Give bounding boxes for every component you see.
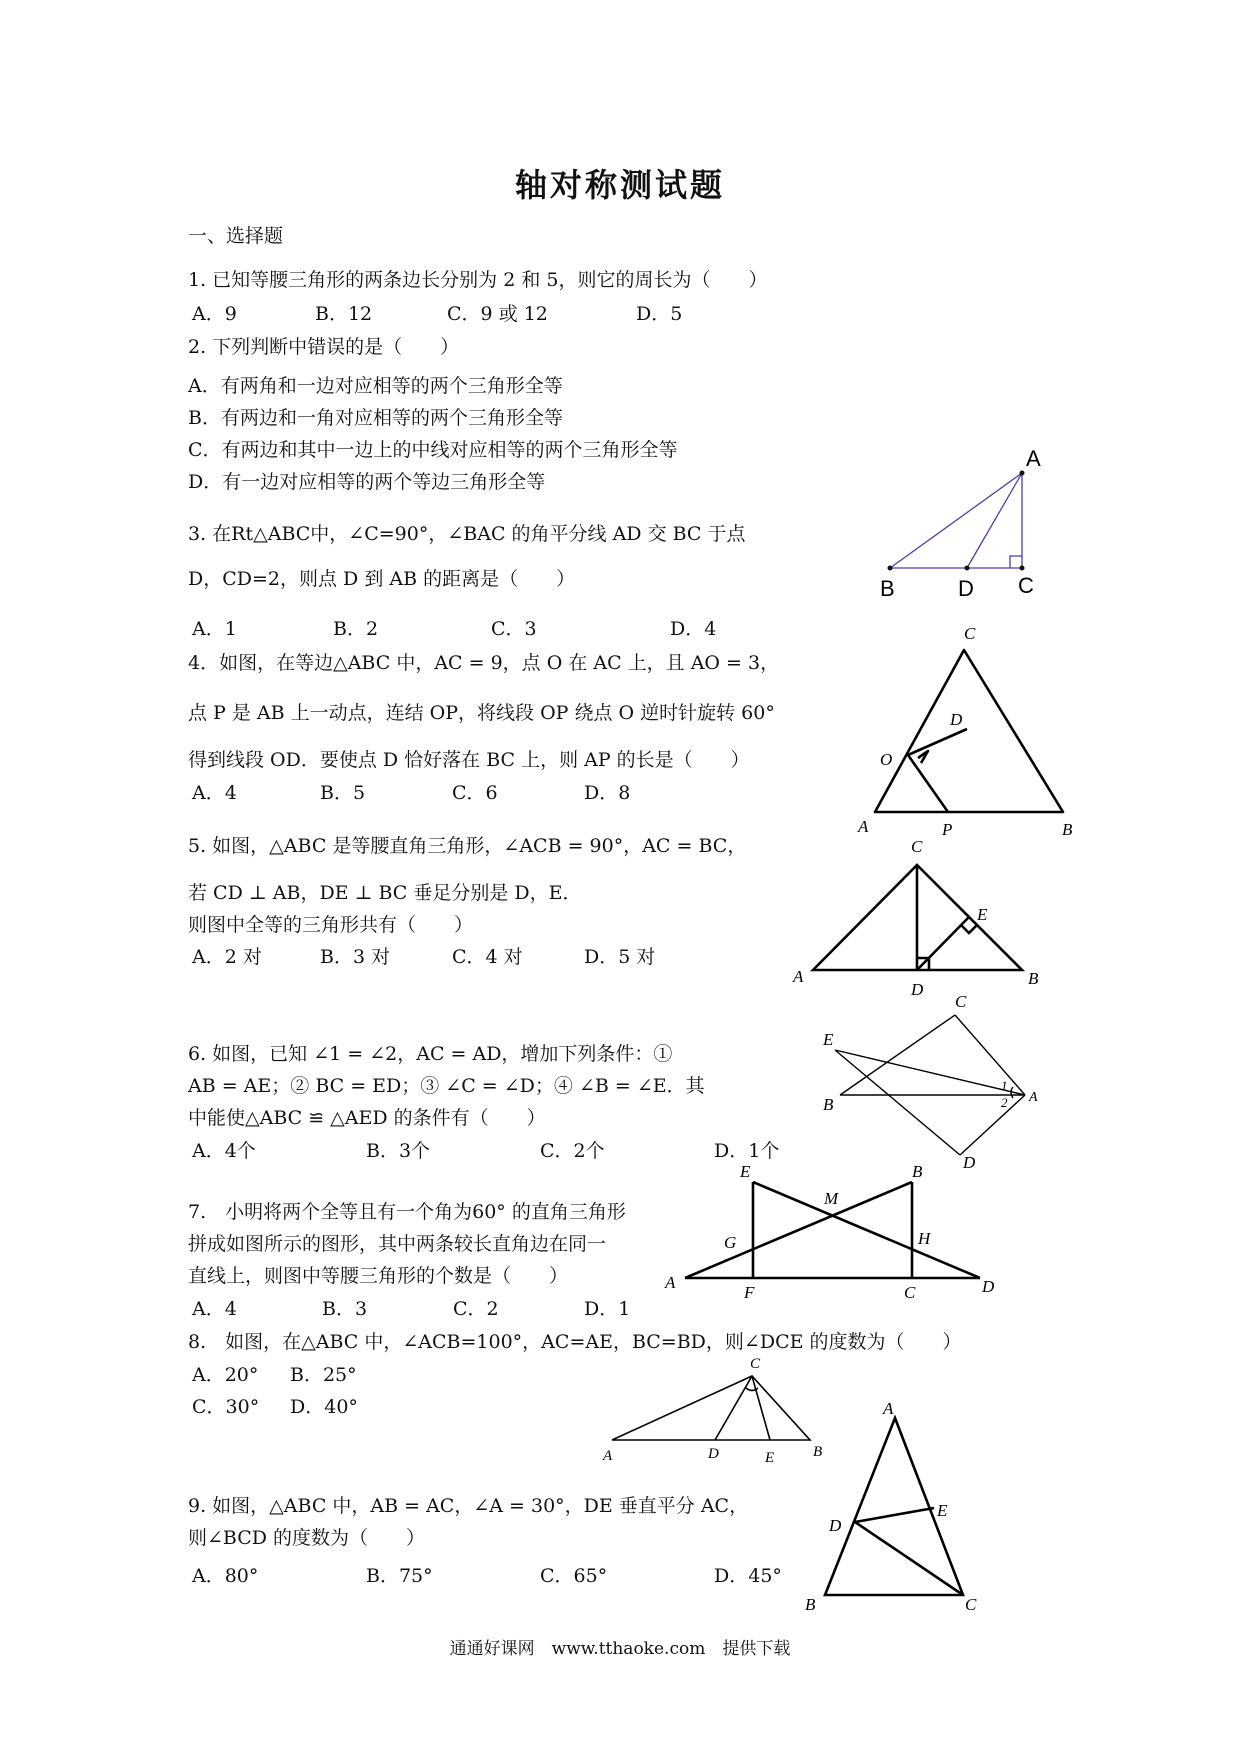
q6-label-a: A [1029, 1090, 1038, 1105]
q9-label-b: B [805, 1595, 816, 1614]
q3-line-2: D，CD=2，则点 D 到 AB 的距离是（ ） [188, 568, 576, 590]
q6-line-2: AB = AE；② BC = ED；③ ∠C = ∠D；④ ∠B = ∠E．其 [188, 1075, 705, 1097]
q6-label-b: B [823, 1095, 834, 1114]
q5-figure [785, 837, 1055, 1000]
q1-option-b: B．12 [315, 303, 373, 325]
q5-line-1: 5. 如图，△ABC 是等腰直角三角形，∠ACB = 90°，AC = BC， [188, 835, 747, 857]
q9-label-a: A [883, 1399, 894, 1418]
q9-label-d: D [829, 1516, 842, 1535]
q7-label-d: D [982, 1277, 995, 1296]
q2-option-b: B．有两边和一角对应相等的两个三角形全等 [188, 407, 563, 429]
q4-label-b: B [1062, 820, 1073, 839]
q7-label-h: H [918, 1229, 931, 1248]
q2-option-c: C．有两边和其中一边上的中线对应相等的两个三角形全等 [188, 439, 678, 461]
q6-option-a: A．4个 [192, 1140, 256, 1162]
q9-line-1: 9. 如图，△ABC 中，AB = AC，∠A = 30°，DE 垂直平分 AC， [188, 1495, 749, 1517]
q6-option-c: C．2个 [540, 1140, 605, 1162]
q3-option-a: A．1 [192, 618, 237, 640]
q1-option-a: A．9 [192, 303, 237, 325]
q3-label-c: C [1018, 573, 1034, 598]
q7-line-3: 直线上，则图中等腰三角形的个数是（ ） [188, 1265, 569, 1287]
q7-line-1: 7. 小明将两个全等且有一个角为60° 的直角三角形 [188, 1201, 626, 1223]
q8-option-c: C．30° [192, 1396, 260, 1418]
q9-line-2: 则∠BCD 的度数为（ ） [188, 1527, 426, 1549]
q7-label-b: B [912, 1162, 923, 1181]
q8-label-c: C [750, 1356, 761, 1372]
q2-option-a: A．有两角和一边对应相等的两个三角形全等 [188, 375, 563, 397]
q4-label-d: D [950, 710, 963, 729]
q1-option-d: D．5 [636, 303, 683, 325]
q8-option-d: D．40° [290, 1396, 358, 1418]
q1-stem: 1. 已知等腰三角形的两条边长分别为 2 和 5，则它的周长为（ ） [188, 269, 768, 291]
q3-option-b: B．2 [333, 618, 379, 640]
q4-line-1: 4．如图，在等边△ABC 中，AC = 9，点 O 在 AC 上，且 AO = 3， [188, 652, 780, 674]
q6-line-3: 中能使△ABC ≌ △AED 的条件有（ ） [188, 1107, 546, 1129]
page-title: 轴对称测试题 [514, 166, 725, 204]
q3-label-a: A [1026, 446, 1041, 471]
q4-label-c: C [964, 624, 976, 643]
q7-label-g: G [724, 1233, 737, 1252]
q6-label-e: E [823, 1030, 834, 1049]
q9-option-d: D．45° [714, 1565, 782, 1587]
q6-line-1: 6. 如图，已知 ∠1 = ∠2，AC = AD，增加下列条件：① [188, 1043, 673, 1065]
q3-option-c: C．3 [491, 618, 537, 640]
q9-option-b: B．75° [366, 1565, 433, 1587]
q6-label-c: C [955, 992, 967, 1011]
q7-line-2: 拼成如图所示的图形，其中两条较长直角边在同一 [188, 1233, 607, 1255]
footer-credit: 通通好课网 www.tthaoke.com 提供下载 [449, 1639, 791, 1659]
q5-option-d: D．5 对 [584, 946, 656, 968]
q5-option-c: C．4 对 [452, 946, 523, 968]
q5-line-2: 若 CD ⊥ AB，DE ⊥ BC 垂足分别是 D，E． [188, 882, 582, 904]
section-heading: 一、选择题 [188, 225, 284, 247]
q5-label-d: D [911, 980, 924, 999]
q5-label-b: B [1028, 969, 1039, 988]
q8-label-e: E [765, 1450, 775, 1466]
q7-label-a: A [665, 1273, 676, 1292]
q8-option-b: B．25° [290, 1364, 357, 1386]
q5-option-a: A．2 对 [192, 946, 262, 968]
q6-option-d: D．1个 [714, 1140, 780, 1162]
q7-option-c: C．2 [453, 1298, 499, 1320]
q7-label-m: M [824, 1189, 839, 1208]
q9-option-c: C．65° [540, 1565, 608, 1587]
q7-figure [660, 1160, 1010, 1310]
q9-label-c: C [965, 1595, 977, 1614]
q8-figure [600, 1350, 840, 1470]
q6-label-d: D [963, 1153, 976, 1172]
q4-label-p: P [942, 820, 953, 839]
q8-label-b: B [813, 1444, 823, 1460]
q6-label-1: 1 [1001, 1078, 1008, 1093]
q4-label-o: O [880, 750, 893, 769]
q9-label-e: E [937, 1501, 948, 1520]
q6-figure [815, 992, 1055, 1175]
q7-option-a: A．4 [192, 1298, 237, 1320]
q9-option-a: A．80° [192, 1565, 259, 1587]
q3-label-b: B [880, 576, 895, 601]
q5-label-a: A [793, 967, 804, 986]
q3-option-d: D．4 [670, 618, 717, 640]
q5-option-b: B．3 对 [320, 946, 391, 968]
q7-label-e: E [740, 1162, 751, 1181]
q4-option-c: C．6 [452, 782, 498, 804]
q7-label-c: C [904, 1283, 916, 1302]
q8-stem: 8. 如图，在△ABC 中，∠ACB=100°，AC=AE，BC=BD，则∠DCE 的度数为（ ） [188, 1331, 962, 1353]
q8-option-a: A．20° [192, 1364, 259, 1386]
q6-label-2: 2 [1001, 1095, 1008, 1110]
q7-option-b: B．3 [322, 1298, 368, 1320]
q9-figure [805, 1400, 1005, 1620]
q5-label-c: C [911, 837, 923, 856]
q4-option-d: D．8 [584, 782, 631, 804]
q1-option-c: C．9 或 12 [447, 303, 548, 325]
q5-line-3: 则图中全等的三角形共有（ ） [188, 914, 474, 936]
q4-line-3: 得到线段 OD．要使点 D 恰好落在 BC 上，则 AP 的长是（ ） [188, 749, 750, 771]
q4-option-a: A．4 [192, 782, 237, 804]
q5-label-e: E [977, 905, 988, 924]
q3-line-1: 3. 在Rt△ABC中，∠C=90°，∠BAC 的角平分线 AD 交 BC 于点 [188, 523, 746, 545]
q4-line-2: 点 P 是 AB 上一动点，连结 OP，将线段 OP 绕点 O 逆时针旋转 60° [188, 702, 775, 724]
q3-label-d: D [958, 576, 974, 601]
q6-option-b: B．3个 [366, 1140, 431, 1162]
q3-figure [870, 438, 1070, 608]
q7-option-d: D．1 [584, 1298, 631, 1320]
q2-option-d: D．有一边对应相等的两个等边三角形全等 [188, 471, 546, 493]
q7-label-f: F [744, 1283, 755, 1302]
q2-stem: 2. 下列判断中错误的是（ ） [188, 336, 460, 358]
q4-figure [840, 625, 1090, 840]
q4-label-a: A [858, 817, 869, 836]
q4-option-b: B．5 [320, 782, 366, 804]
q8-label-a: A [603, 1448, 613, 1464]
q8-label-d: D [708, 1446, 719, 1462]
